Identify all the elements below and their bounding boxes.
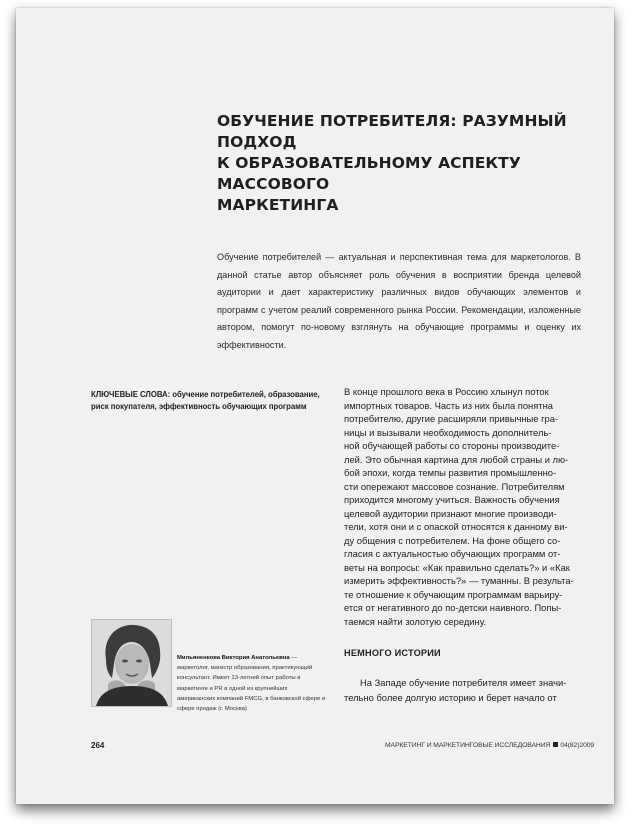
body-line: ется от негативного до по-детски наивного. Попы- (344, 602, 562, 613)
body-line: ной обучающей работы со стороны производите- (344, 440, 560, 451)
body-line: те отношение к обучающим программам варьиру- (344, 588, 563, 600)
journal-footer (385, 742, 595, 749)
square-bullet-icon (553, 742, 558, 747)
section-heading: НЕМНОГО ИСТОРИИ (344, 648, 441, 658)
author-photo (91, 619, 172, 707)
body-line: измерить эффективность?» — туманны. В результа- (344, 575, 574, 586)
section-text (344, 676, 587, 705)
section-line: На Западе обучение потребителя имеет значи- (360, 677, 567, 688)
body-line: таемся найти золотую середину. (344, 615, 487, 627)
body-line: гласия с актуальностью обучающих программ от- (344, 548, 561, 559)
body-line: тели, хотя они и с опаской относятся к данному ви- (344, 521, 568, 532)
body-line: веты на вопросы: «Как правильно сделать?» и «Как (344, 561, 570, 573)
author-info (177, 653, 327, 714)
author-portrait-image (92, 620, 171, 706)
body-line: целевой аудитории признают многие производи- (344, 507, 557, 519)
body-line: сти опережают массовое сознание. Потребителям (344, 480, 565, 492)
journal-name: МАРКЕТИНГ И МАРКЕТИНГОВЫЕ ИССЛЕДОВАНИЯ (385, 742, 551, 749)
body-line: ницы и вызывали необходимость дополнитель- (344, 426, 552, 438)
journal-issue: 04(82)2009 (560, 742, 595, 749)
body-line: ду общения с потребителем. На фоне общего со- (344, 534, 561, 546)
page-number: 264 (91, 741, 105, 750)
author-name: Мильяненкова Виктория Анатольевна (177, 655, 290, 661)
article-title: ОБУЧЕНИЕ ПОТРЕБИТЕЛЯ: РАЗУМНЫЙ ПОДХОД К ОБРАЗОВАТЕЛЬНОМУ АСПЕКТУ МАССОВОГО МАРКЕТИНГА (217, 112, 567, 214)
body-line: В конце прошлого века в Россию хлынул поток (344, 386, 549, 397)
journal-page (16, 8, 614, 804)
body-line: импортных товаров. Часть из них была понятна (344, 399, 553, 411)
body-line: потребителю, другие расширяли привычные гра- (344, 413, 559, 424)
article-abstract: Обучение потребителей — актуальная и перспективная тема для маркетологов. В данной статье автор объясняет роль обучения в восприятии бренда целевой аудитории и дает характеристику различных видов обучающих элементов и программ с учетом реалий современного рынка России. Рекомендации, изложенные автором, помогут по-новому взглянуть на обучающие программы и оценку их эффективности. (217, 252, 581, 350)
body-line: приходится многому учиться. Важность обучения (344, 494, 560, 505)
section-line: тельно более долгую историю и берет начало от (344, 691, 557, 703)
body-line: бой эпохи, когда темпы развития промышленно- (344, 467, 557, 478)
keywords: КЛЮЧЕВЫЕ СЛОВА: обучение потребителей, образование, риск покупателя, эффективность обучающих программ (91, 390, 320, 411)
author-bio: — маркетолог, магистр образования, практикующий консультант. Имеет 13-летний опыт работы в маркетинге и PR в одной из крупнейших американских компаний FMCG, в банковской сфере и сфере продаж (г. Москва) (177, 655, 326, 713)
body-text (344, 385, 587, 628)
body-line: лей. Это обычная картина для любой страны и лю- (344, 453, 569, 465)
